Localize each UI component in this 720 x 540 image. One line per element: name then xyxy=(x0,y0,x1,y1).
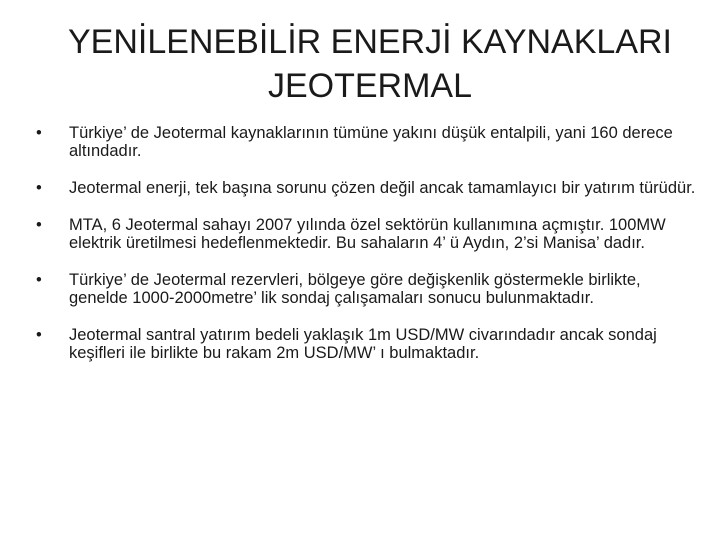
bullet-text: Türkiye’ de Jeotermal rezervleri, bölgeye göre değişkenlik göstermekle birlikte, genelde 1000-2000metre’ lik sondaj çalışamaları sonucu bulunmaktadır. xyxy=(69,271,641,307)
bullet-icon: • xyxy=(36,216,42,234)
bullet-item xyxy=(36,271,696,307)
slide-title xyxy=(40,20,700,108)
bullet-text: Türkiye’ de Jeotermal kaynaklarının tümüne yakını düşük entalpili, yani 160 derece altındadır. xyxy=(69,124,673,160)
bullet-item xyxy=(36,124,696,160)
bullet-icon: • xyxy=(36,271,42,289)
bullet-icon: • xyxy=(36,179,42,197)
title-line-2: JEOTERMAL xyxy=(267,67,473,105)
bullet-item xyxy=(36,216,696,252)
bullet-text: MTA, 6 Jeotermal sahayı 2007 yılında özel sektörün kullanımına açmıştır. 100MW elektrik üretilmesi hedeflenmektedir. Bu sahaların 4’ ü Aydın, 2’si Manisa’ dadır. xyxy=(69,216,666,252)
bullet-item xyxy=(36,179,696,197)
bullet-list xyxy=(36,124,696,381)
title-line-1: YENİLENEBİLİR ENERJİ KAYNAKLARI xyxy=(67,23,672,61)
bullet-icon: • xyxy=(36,124,42,142)
bullet-item xyxy=(36,326,696,362)
bullet-text: Jeotermal santral yatırım bedeli yaklaşık 1m USD/MW civarındadır ancak sondaj keşifleri ile birlikte bu rakam 2m USD/MW’ ı bulmaktadır. xyxy=(69,326,657,362)
bullet-icon: • xyxy=(36,326,42,344)
bullet-text: Jeotermal enerji, tek başına sorunu çözen değil ancak tamamlayıcı bir yatırım türüdür. xyxy=(69,179,696,197)
